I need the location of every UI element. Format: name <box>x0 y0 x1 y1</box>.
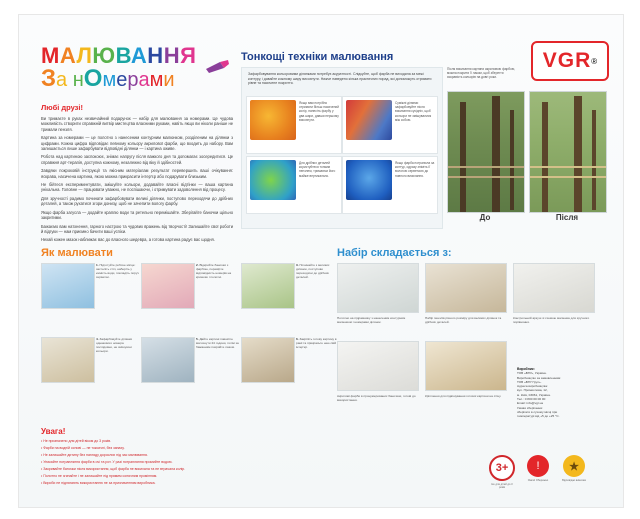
intro-letter <box>41 103 233 246</box>
howto-step-text: 4. Зафарбовуйте ділянки однакового номера послідовно, не змішуючи кольори. <box>96 337 133 354</box>
logo-letter: Ю <box>92 43 116 68</box>
hanging-kit-photo <box>425 341 507 391</box>
paint-jars-photo <box>337 341 419 391</box>
safety-icon-row <box>489 455 599 491</box>
logo-letter: Н <box>163 43 181 68</box>
varnish-note: Після висихання картини акриловою фарбою, можна покрити її лаком, щоб зберегти яскравість кольорів на довгі роки. <box>447 67 516 80</box>
attention-block <box>41 439 341 488</box>
contact-line: Тел.: 0 800 00 00 00 <box>517 397 546 402</box>
age-restriction-icon <box>489 455 515 489</box>
technique-cell <box>246 96 342 154</box>
warning-icon-glyph: ! <box>527 455 549 477</box>
attention-line: • Вироби не підлягають використанню не за призначенням виробника. <box>41 480 156 485</box>
howto-photo <box>241 263 295 309</box>
attention-line: • Не призначено для дітей віком до 3 років. <box>41 439 112 443</box>
howto-step-text: 2. Відкрийте баночки з фарбою, перевірте відповідність номерів на кришках і полотні. <box>196 263 232 280</box>
logo-letter: м <box>102 69 117 91</box>
logo-letter: М <box>41 43 60 68</box>
technique-cell <box>246 156 342 214</box>
howto-step-text: 5. Дайте картині повністю висохнути 24 години, потім за бажанням покрийте лаком. <box>196 337 239 350</box>
letter-paragraph: Не бійтеся експериментувати, змішуйте кольори, додавайте власні відтінки — ваша картина унікальна. Головне — працювати уважно, не поспішаючи, і отримувати задоволення від процесу. <box>41 182 233 193</box>
poster-page <box>18 14 624 508</box>
kit-item <box>425 263 505 324</box>
technique-panel <box>241 67 443 229</box>
technique-section-title: Тонкощі техніки малювання <box>241 51 394 63</box>
logo-letter: З <box>41 65 57 92</box>
contact-line: ТОВ «ВГР», Україна. <box>517 371 547 376</box>
attention-title: Увага! <box>41 427 66 436</box>
logo-letter: н <box>72 69 84 91</box>
letter-heading: Любі друзі! <box>41 103 83 112</box>
letter-paragraph: Якщо фарба загусла — додайте краплю води та ретельно перемішайте. Зберігайте баночки щільно закритими. <box>41 209 233 221</box>
howto-photo <box>241 337 295 383</box>
certificate-icon-caption: Відповідає вимогам <box>562 479 586 482</box>
kit-item-text: Контрольний аркуш зі схемою малюнка для зручного порівняння. <box>513 316 590 325</box>
technique-lead-text: Зафарбовування кольоровими ділянками потребує акуратності. Слідкуйте, щоб фарба не виходила за межі контуру, і давайте кожному шару висохнути. Нижче наведено кілька практичних порад, які допоможуть отримати рівне та насичене покриття. <box>248 72 432 86</box>
letter-paragraph: Завдяки покроковій інструкції та якісним матеріалам результат перевершить ваші очікування: яскрава, насичена картина, якою можна прикрасити інтер'єр або подарувати близьким. <box>41 168 233 179</box>
after-label: Після <box>555 213 579 222</box>
kit-item <box>513 263 593 324</box>
kit-item <box>425 341 505 398</box>
howto-step-text: 1. Підготуйте робоче місце: застеліть стіл, наберіть у ємність води, покладіть поруч серветки. <box>96 263 139 280</box>
letter-paragraph: Ви тримаєте в руках незвичайний подарунок — набір для малювання за номерами. Це чудова можливість створити справжній витвір мистецтва власними руками, навіть якщо ви ніколи раніше не тримали пензля. <box>41 116 233 132</box>
contact-line: ТОВ «ВГР Груп». <box>517 379 542 384</box>
kit-section-title: Набір складається з: <box>337 247 452 259</box>
technique-cell <box>342 96 438 154</box>
howto-photo <box>141 263 195 309</box>
warning-icon-caption: Увага! Обережно <box>527 479 549 482</box>
logo-letter: а <box>56 69 68 91</box>
letter-paragraph: Робота над картиною заспокоює, знімає напругу після важкого дня та допомагає зосередитися. Це справжня арт-терапія, доступна кожному, незалежно від віку й здібностей. <box>41 154 233 165</box>
howto-step-text: 3. Починайте з великих ділянок, поступово переходячи до дрібних деталей. <box>296 263 330 280</box>
howto-photo <box>41 337 95 383</box>
before-photo <box>447 91 525 213</box>
warning-icon <box>525 455 551 482</box>
paint-blob-orange <box>250 100 296 140</box>
letter-paragraph: Бажаємо вам натхнення, гарного настрою та чудових вражень від творчості! Залишайте свої роботи й відгуки — нам приємно бачити ваші успіхи. <box>41 223 233 234</box>
logo-letter: О <box>83 65 103 92</box>
kit-item-text: Набір пензлів різного розміру для великих ділянок та дрібних деталей. <box>425 316 502 325</box>
attention-line: • Фарби на водній основі — не токсичні, без запаху. <box>41 445 125 450</box>
logo-letter: р <box>127 69 139 91</box>
howto-step-number: 5. <box>196 337 200 341</box>
after-photo <box>529 91 607 213</box>
logo-letter: Л <box>76 43 93 68</box>
control-sheet-photo <box>513 263 595 313</box>
logo-letter: е <box>116 69 128 91</box>
contacts-title: Виробник: <box>517 367 535 371</box>
paint-blob-blue <box>346 160 392 200</box>
logo-letter: А <box>130 43 148 68</box>
howto-step-text: 6. Закріпіть готову картину в рамі та прикрасьте нею свій інтер'єр. <box>296 337 337 350</box>
age-restriction-icon-glyph: 3+ <box>489 455 515 481</box>
howto-photo <box>141 337 195 383</box>
letter-paragraph: Нехай кожен мазок наближає вас до власного шедевра, а готова картина радує вас щодня. <box>41 237 215 243</box>
logo-letter: Я <box>180 43 197 68</box>
howto-step-number: 2. <box>196 263 200 267</box>
vgr-logo-sup: ® <box>591 56 598 66</box>
contact-line: Адреса виробництва: <box>517 384 548 389</box>
howto-step-number: 1. <box>96 263 100 267</box>
technique-cell-text: Суміжні ділянки зафарбовуйте після висихання сусідніх, щоб кольори не змішувалися між собою. <box>395 101 432 122</box>
contact-line: Виробництво за замовленням: <box>517 375 561 380</box>
technique-cell-text: Для дрібних деталей користуйтеся тонким пензлем, тримаючи його майже вертикально. <box>299 161 336 178</box>
attention-line: • Уникайте потрапляння фарби в очі та рот. У разі потрапляння промийте водою. <box>41 459 173 464</box>
kit-item <box>337 263 417 324</box>
contact-line: Умови зберігання: <box>517 405 543 410</box>
technique-cell-text: Якщо вам потрібно отримати більш насичений колір, нанесіть фарбу у два шари, давши першому висохнути. <box>299 101 339 122</box>
contact-line: вул. Промислова, 12, <box>517 388 548 393</box>
manufacturer-contacts <box>517 367 597 419</box>
attention-line: • Полотно не згинайте і не залишайте під прямим сонячним промінням. <box>41 473 158 478</box>
contact-line: Email: info@vgr.ua <box>517 401 544 406</box>
product-logo <box>41 45 231 91</box>
vgr-logo-text: VGR <box>542 49 592 72</box>
certificate-icon-glyph: ★ <box>563 455 585 477</box>
logo-letter: А <box>59 43 77 68</box>
letter-paragraph: Картина за номерами — це полотно з нанесеним контурним малюнком, розділеним на ділянки з цифрами. Кожна цифра відповідає певному кольору акрилової фарби, що входить до набору. Вам залишається лише зафарбувати відповідні ділянки — і картина оживе. <box>41 135 233 152</box>
howto-step-number: 6. <box>296 337 300 341</box>
vgr-logo <box>531 41 609 81</box>
kit-item <box>337 341 417 402</box>
before-label: До <box>479 213 491 222</box>
contact-line: м. Київ, 03061, Україна. <box>517 392 551 397</box>
logo-letter: В <box>115 43 131 68</box>
howto-grid <box>41 263 337 415</box>
kit-item-text: Кріплення для підвішування готової картини на стіну. <box>425 394 502 398</box>
brush-icon <box>204 59 230 75</box>
howto-photo <box>41 263 95 309</box>
technique-cell <box>342 156 438 214</box>
howto-step-number: 3. <box>296 263 300 267</box>
attention-line: • Не залишайте дитину без нагляду дорослих під час малювання. <box>41 452 148 457</box>
logo-line-2 <box>41 65 231 92</box>
contact-line: температурі від +5 до +25 °С. <box>517 414 560 419</box>
contact-line: зберігати в сухому місці при <box>517 409 558 414</box>
paint-blob-multicolor <box>346 100 392 140</box>
howto-step-number: 4. <box>96 337 100 341</box>
howto-section-title: Як малювати <box>41 247 113 259</box>
canvas-photo <box>337 263 419 313</box>
certificate-icon <box>561 455 587 482</box>
kit-item-text: Акрилові фарби в пронумерованих баночках, готові до використання. <box>337 394 416 403</box>
attention-line: • Закривайте баночки після використання, щоб фарба не висихала та не втрачала колір. <box>41 466 186 471</box>
brushes-photo <box>425 263 507 313</box>
paint-blob-green <box>250 160 296 200</box>
technique-cell-text: Якщо фарба потрапила за контур, одразу зніміть її вологою серветкою до повного висихання. <box>395 161 435 178</box>
logo-letter: Н <box>147 43 164 68</box>
logo-letter: а <box>138 69 150 91</box>
age-restriction-icon-caption: Не для дітей до 3 років <box>491 483 513 490</box>
kit-item-text: Полотно на підрамнику з нанесеним контурним малюнком і номерами ділянок. <box>337 316 406 325</box>
logo-line-1 <box>41 45 231 67</box>
letter-paragraph: Для зручності радимо починати зафарбовувати великі ділянки, поступово переходячи до дрібних деталей, а також рухатися згори донизу, щоб не зачепити вологу фарбу. <box>41 195 233 207</box>
logo-letter: и <box>163 69 175 91</box>
logo-letter: м <box>149 69 164 91</box>
